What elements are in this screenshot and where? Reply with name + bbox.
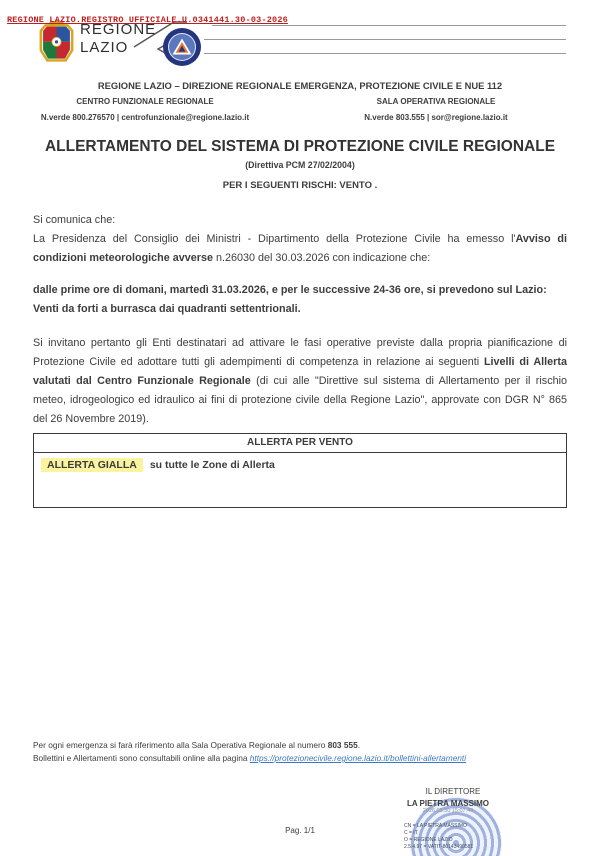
paragraph-avviso-text-a: La Presidenza del Consiglio dei Ministri - Dipartimento della Protezione Civile ha emesso l' (33, 233, 516, 245)
centro-funzionale-block (15, 97, 275, 122)
bulletins-link[interactable]: https://protezionecivile.regione.lazio.it/bollettini-allertamenti (249, 753, 467, 763)
signature-name: LA PIETRA MASSIMO (406, 799, 490, 808)
alert-table-header: ALLERTA PER VENTO (34, 434, 566, 453)
footer-emergency-line (33, 739, 567, 752)
paragraph-avviso (33, 230, 567, 268)
certificate-line: O = REGIONE LAZIO (404, 837, 453, 843)
centro-funzionale-name: CENTRO FUNZIONALE REGIONALE (76, 97, 214, 106)
paragraph-enti-text-a: Si invitano pertanto gli Enti destinatari ad attivare le fasi operative previste dalla propria pianificazione di Protezione Civile ed adottare tutti gli adempimenti di competenza in relazione ai seguenti (33, 337, 567, 368)
alert-scope-text: su tutte le Zone di Allerta (149, 459, 275, 471)
sala-operativa-contact: N.verde 803.555 | sor@regione.lazio.it (364, 113, 508, 122)
previsione-line2: Venti da forti a burrasca dai quadranti settentrionali. (33, 303, 301, 315)
header-rule-bottom (204, 53, 566, 54)
paragraph-avviso-bold: Avviso di condizioni meteorologiche avverse (33, 233, 567, 264)
header-rule-middle (204, 39, 566, 40)
paragraph-enti (33, 334, 567, 429)
centro-funzionale-contact: N.verde 800.276570 | centrofunzionale@regione.lazio.it (40, 113, 250, 122)
header-rule-top (212, 25, 566, 26)
alert-table (33, 433, 567, 508)
document-directive: (Direttiva PCM 27/02/2004) (245, 160, 355, 170)
footer-bulletins-text: Bollettini e Allertamenti sono consultabili online alla pagina (33, 753, 250, 763)
footer-emergency-period: . (357, 740, 361, 750)
document-title: ALLERTAMENTO DEL SISTEMA DI PROTEZIONE CIVILE REGIONALE (44, 138, 556, 155)
sala-operativa-name: SALA OPERATIVA REGIONALE (376, 97, 496, 106)
paragraph-enti-bold: Livelli di Allerta valutati dal Centro Funzionale Regionale (33, 356, 567, 387)
alert-table-row (34, 453, 566, 477)
signature-role: IL DIRETTORE (425, 787, 481, 796)
certificate-line: 2.5.4.97 = VATIT-80143490581 (404, 844, 474, 850)
page-number: Pag. 1/1 (285, 826, 315, 835)
paragraph-enti-text-b: (di cui alle "Direttive sul sistema di Allertamento per il rischio meteo, idrogeologico ed idraulico ai fini di protezione civile della Regione Lazio", approvate con DGR N° 865 del 26 Novembre 2019). (33, 375, 568, 425)
signature-certificate-lines (404, 823, 504, 851)
paragraph-avviso-text-b: n.26030 del 30.03.2026 con indicazione che: (213, 252, 431, 264)
footer-bulletins-line (33, 752, 567, 765)
certificate-line: CN = LA PIETRA MASSIMO (404, 823, 467, 829)
alert-level-badge: ALLERTA GIALLA (41, 458, 143, 472)
sala-operativa-block (330, 97, 542, 122)
signature-timestamp: 2026.03.30 15:07:49 (422, 808, 474, 814)
wordmark-line2: LAZIO (80, 39, 129, 56)
document-risks-line: PER I SEGUENTI RISCHI: VENTO . (222, 180, 378, 191)
footer-notes (33, 739, 567, 765)
footer-emergency-number: 803 555 (327, 740, 358, 750)
previsione-line1: dalle prime ore di domani, martedì 31.03.2026, e per le successive 24-36 ore, si prevedono sul Lazio: (33, 284, 547, 296)
protezione-civile-shield-icon (170, 35, 194, 59)
intro-line: Si comunica che: (33, 214, 116, 226)
certificate-line: C = IT (404, 830, 418, 836)
paragraph-previsione (33, 281, 567, 319)
wordmark-line1: REGIONE (80, 21, 157, 38)
regione-lazio-wordmark (80, 21, 156, 57)
protezione-civile-logo-icon (163, 28, 201, 66)
protocol-registry-stamp: REGIONE LAZIO.REGISTRO UFFICIALE.U.0341441.30-03-2026 (7, 15, 288, 25)
footer-emergency-text: Per ogni emergenza si farà riferimento alla Sala Operativa Regionale al numero (33, 740, 328, 750)
organisation-title: REGIONE LAZIO – DIREZIONE REGIONALE EMERGENZA, PROTEZIONE CIVILE E NUE 112 (97, 80, 503, 91)
